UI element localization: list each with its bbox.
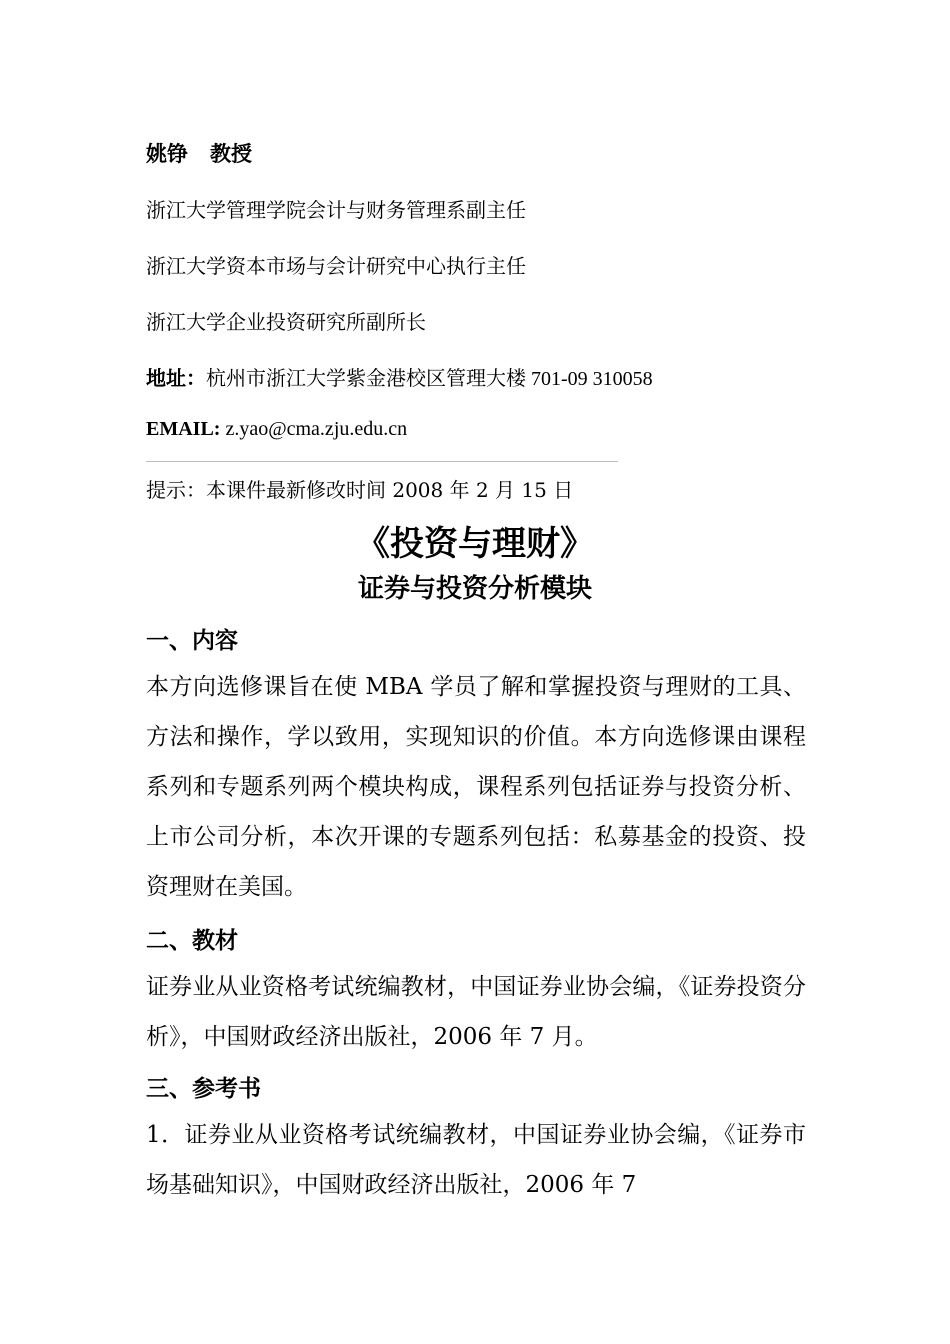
- section-heading-content: 一、内容: [146, 628, 238, 654]
- divider: [146, 461, 618, 462]
- affiliation-1: 浙江大学管理学院会计与财务管理系副主任: [146, 198, 526, 222]
- email-value[interactable]: z.yao@cma.zju.edu.cn: [220, 418, 408, 440]
- section-heading-references: 三、参考书: [146, 1076, 261, 1102]
- author-name: 姚铮: [146, 141, 188, 166]
- section-text-content: 本方向选修课旨在使 MBA 学员了解和掌握投资与理财的工具、方法和操作，学以致用，实现知识的价值。本方向选修课由课程系列和专题系列两个模块构成，课程系列包括证券与投资分析、上市公司分析，本次开课的专题系列包括：私募基金的投资、投资理财在美国。: [146, 674, 806, 900]
- section-heading-textbook: 二、教材: [146, 928, 238, 954]
- author-title: 教授: [210, 141, 252, 166]
- email-label: EMAIL:: [146, 418, 221, 440]
- author-line: [146, 138, 252, 168]
- course-subtitle: 证券与投资分析模块: [357, 574, 592, 604]
- course-title: 《投资与理财》: [356, 524, 594, 564]
- section-text-references: 1．证券业从业资格考试统编教材，中国证券业协会编，《证券市场基础知识》，中国财政经济出版社，2006 年 7: [146, 1122, 806, 1198]
- section-text-textbook: 证券业从业资格考试统编教材，中国证券业协会编，《证券投资分析》，中国财政经济出版社，2006 年 7 月。: [146, 974, 806, 1050]
- affiliation-2: 浙江大学资本市场与会计研究中心执行主任: [146, 254, 526, 278]
- email-line: [146, 418, 407, 441]
- affiliation-3: 浙江大学企业投资研究所副所长: [146, 310, 426, 334]
- address-value: 杭州市浙江大学紫金港校区管理大楼 701-09 310058: [206, 368, 653, 390]
- revision-tip: 提示：本课件最新修改时间 2008 年 2 月 15 日: [146, 478, 574, 502]
- address-label: 地址：: [146, 368, 206, 390]
- address-line: [146, 362, 653, 391]
